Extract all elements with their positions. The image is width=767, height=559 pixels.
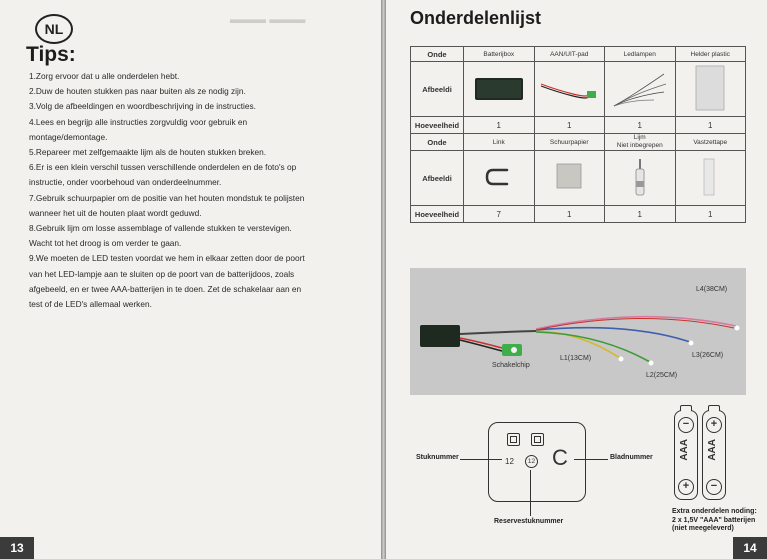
table-row xyxy=(411,62,746,117)
tip-line: 9.We moeten de LED testen voordat we hem in elkaar zetten door de poort xyxy=(29,253,305,264)
wire-l3 xyxy=(536,328,690,342)
led-wiring-diagram xyxy=(410,268,746,395)
sandpaper-icon xyxy=(534,151,605,206)
switch-wire-icon xyxy=(534,62,605,117)
wire-l3-label: L3(26CM) xyxy=(692,352,724,359)
battery-label: AAA xyxy=(679,439,690,461)
tape-icon xyxy=(675,151,746,206)
wire-l1-label: L1(13CM) xyxy=(560,355,592,362)
glue-bottle-icon xyxy=(605,151,676,206)
part-name: Ledlampen xyxy=(605,47,676,62)
part-qty: 1 xyxy=(534,206,605,223)
wire-l4-label: L4(38CM) xyxy=(696,286,728,293)
extra-parts-line: (niet meegeleverd) xyxy=(672,525,734,532)
wire-bundle xyxy=(460,331,536,334)
table-row xyxy=(411,134,746,151)
piece-number-label: Stuknummer xyxy=(416,454,459,461)
tip-line: wanneer het uit de houten plaat wordt geduwd. xyxy=(29,207,202,218)
tips-list xyxy=(29,69,351,312)
tip-line: 1.Zorg ervoor dat u alle onderdelen hebt. xyxy=(29,71,180,81)
callout-line xyxy=(574,459,608,460)
part-qty: 7 xyxy=(464,206,535,223)
battery-box-icon xyxy=(464,62,535,117)
wire-l1 xyxy=(536,331,620,358)
tip-line: montage/demontage. xyxy=(29,131,108,142)
led-wires-icon xyxy=(605,62,676,117)
switch-wire xyxy=(460,338,502,348)
part-qty: 1 xyxy=(605,206,676,223)
language-badge: NL xyxy=(35,14,73,44)
tip-line: van het LED-lampje aan te sluiten op de poort van de batterijdoos, zoals xyxy=(29,268,295,279)
callout-line xyxy=(530,470,531,516)
minus-icon: − xyxy=(678,417,694,433)
battery-cap xyxy=(708,405,720,411)
part-qty: 1 xyxy=(464,117,535,134)
callout-line xyxy=(460,459,502,460)
tip-line: 5.Repareer met zelfgemaakte lijm als de houten stukken breken. xyxy=(29,147,267,158)
part-qty: 1 xyxy=(675,206,746,223)
row-label-name: Onde xyxy=(411,134,464,151)
led-l3 xyxy=(689,341,694,346)
row-label-image: Afbeeldi xyxy=(411,62,464,117)
piece-diagram xyxy=(488,422,586,502)
switch-chip-button xyxy=(511,347,517,353)
led-l1 xyxy=(619,357,624,362)
table-row xyxy=(411,206,746,223)
led-l2 xyxy=(649,361,654,366)
spare-number-label: Reservestuknummer xyxy=(494,518,564,525)
battery-box-image xyxy=(420,325,460,347)
tip-line: 3.Volg de afbeeldingen en woordbeschrijving in de instructies. xyxy=(29,101,256,112)
minus-icon: − xyxy=(706,479,722,495)
part-name: Vastzettape xyxy=(675,134,746,151)
plus-icon: + xyxy=(706,417,722,433)
switch-chip-label: Schakelchip xyxy=(492,362,530,369)
part-qty: 1 xyxy=(534,117,605,134)
tip-line: 2.Duw de houten stukken pas naar buiten als ze nodig zijn. xyxy=(29,86,246,97)
page-number-right: 14 xyxy=(733,537,767,559)
part-name xyxy=(605,134,676,151)
plus-icon: + xyxy=(678,479,694,495)
tip-line: 6.Er is een klein verschil tussen verschillende onderdelen en de foto's op xyxy=(29,162,297,173)
wire-l2 xyxy=(536,332,650,362)
tip-line: 7.Gebruik schuurpapier om de positie van het houten mondstuk te polijsten xyxy=(29,192,305,203)
parts-table xyxy=(410,46,746,223)
right-page xyxy=(386,0,767,559)
sheet-number-label: Bladnummer xyxy=(610,454,653,461)
bleed-through-decoration: ▬▬▬ ▬▬▬ xyxy=(230,12,306,26)
square-marker-icon xyxy=(531,433,544,446)
part-name: Schuurpapier xyxy=(534,134,605,151)
sheet-glyph: C xyxy=(552,445,568,470)
table-row xyxy=(411,47,746,62)
extra-parts-note xyxy=(672,508,767,534)
square-marker-icon xyxy=(507,433,520,446)
page-number-left: 13 xyxy=(0,537,34,559)
tip-line: 8.Gebruik lijm om losse assemblage of vallende stukken te verstevigen. xyxy=(29,223,292,234)
parts-list-title: Onderdelenlijst xyxy=(410,8,542,28)
tip-line: test of de LED's allemaal werken. xyxy=(29,299,152,310)
tip-line: 4.Lees en begrijp alle instructies zorgvuldig voor gebruik en xyxy=(29,116,248,127)
aaa-battery-image xyxy=(674,410,698,500)
part-name-line2: Niet inbegrepen xyxy=(616,142,663,149)
left-page xyxy=(0,0,381,559)
row-label-quantity: Hoeveelheid xyxy=(411,206,464,223)
led-l4 xyxy=(735,326,740,331)
part-qty: 1 xyxy=(605,117,676,134)
clear-plastic-icon xyxy=(675,62,746,117)
table-row xyxy=(411,151,746,206)
row-label-quantity: Hoeveelheid xyxy=(411,117,464,134)
tip-line: afgebeeld, en er twee AAA-batterijen in te doen. Zet de schakelaar aan en xyxy=(29,283,302,294)
wire-l2-label: L2(25CM) xyxy=(646,372,678,379)
part-name: Batterijbox xyxy=(464,47,535,62)
aaa-battery-image xyxy=(702,410,726,500)
part-name: Helder plastic xyxy=(675,47,746,62)
part-name-line1: Lijm xyxy=(633,134,646,141)
link-clip-icon xyxy=(464,151,535,206)
battery-label: AAA xyxy=(707,439,718,461)
table-row xyxy=(411,117,746,134)
row-label-image: Afbeeldi xyxy=(411,151,464,206)
extra-parts-line: Extra onderdelen noding: xyxy=(672,508,757,515)
tip-line: Wacht tot het droog is om verder te gaan. xyxy=(29,238,182,249)
piece-number: 12 xyxy=(505,457,514,466)
battery-cap xyxy=(680,405,692,411)
part-qty: 1 xyxy=(675,117,746,134)
extra-parts-line: 2 x 1,5V "AAA" batterijen xyxy=(672,516,756,524)
part-name: AAN/UIT-pad xyxy=(534,47,605,62)
tips-title: Tips: xyxy=(26,43,76,66)
spare-piece-number: 12 xyxy=(525,455,538,468)
part-name: Link xyxy=(464,134,535,151)
tip-line: instructie, onder voorbehoud van onderdeelnummer. xyxy=(29,177,222,188)
row-label-name: Onde xyxy=(411,47,464,62)
